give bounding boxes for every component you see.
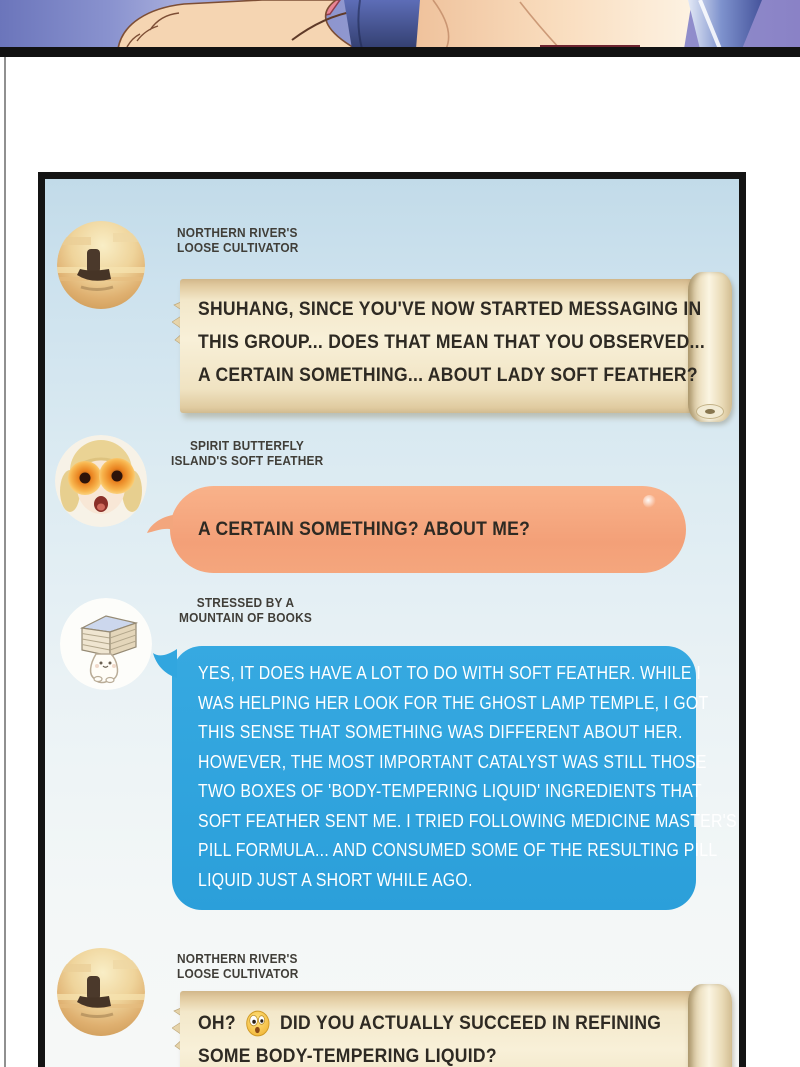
chat-message bbox=[45, 947, 739, 1067]
speech-bubble-orange bbox=[170, 486, 686, 573]
sender-name-line: ISLAND'S SOFT FEATHER bbox=[171, 454, 324, 468]
comic-art-strip bbox=[0, 0, 800, 49]
message-line: A CERTAIN SOMETHING... ABOUT LADY SOFT FEATHER? bbox=[198, 364, 698, 386]
book-stack-blob-avatar bbox=[60, 598, 152, 690]
chat-message bbox=[45, 220, 739, 430]
message-text bbox=[198, 659, 800, 895]
message-line: WAS HELPING HER LOOK FOR THE GHOST LAMP TEMPLE, I GOT bbox=[198, 692, 709, 713]
sender-name-line: MOUNTAIN OF BOOKS bbox=[179, 611, 312, 625]
chat-message bbox=[45, 596, 739, 926]
bubble-tail-icon bbox=[153, 649, 177, 679]
sender-name bbox=[167, 596, 324, 626]
message-line: LIQUID JUST A SHORT WHILE AGO. bbox=[198, 869, 473, 890]
message-line: PILL FORMULA... AND CONSUMED SOME OF THE RESULTING PILL bbox=[198, 840, 718, 860]
message-line: SOFT FEATHER SENT ME. I TRIED FOLLOWING MEDICINE MASTER'S bbox=[198, 810, 737, 831]
message-text bbox=[198, 293, 761, 392]
sunset-boat-avatar bbox=[57, 220, 145, 310]
bubble-tail-icon bbox=[147, 512, 173, 538]
message-line: SHUHANG, SINCE YOU'VE NOW STARTED MESSAGING IN bbox=[198, 298, 702, 320]
bubble-highlight-icon bbox=[643, 495, 656, 508]
chat-message bbox=[45, 435, 739, 585]
scroll-roll-end-icon bbox=[696, 404, 724, 419]
sender-name-line: LOOSE CULTIVATOR bbox=[177, 241, 299, 255]
message-line: A CERTAIN SOMETHING? ABOUT ME? bbox=[198, 518, 531, 540]
message-line: THIS SENSE THAT SOMETHING WAS DIFFERENT ABOUT HER. bbox=[198, 722, 683, 742]
sunset-boat-avatar bbox=[57, 947, 145, 1037]
panel-divider-bar bbox=[0, 47, 800, 57]
sender-name bbox=[171, 439, 323, 469]
message-line: SOME BODY-TEMPERING LIQUID? bbox=[198, 1045, 497, 1067]
speech-bubble-blue bbox=[172, 646, 737, 910]
message-text-fragment: DID YOU ACTUALLY SUCCEED IN REFINING bbox=[279, 1012, 662, 1034]
flushed-surprise-emoji-icon bbox=[246, 1010, 270, 1037]
page-left-border bbox=[4, 57, 6, 1067]
chat-panel bbox=[38, 172, 746, 1067]
sender-name-line: NORTHERN RIVER'S bbox=[177, 952, 298, 966]
message-line: YES, IT DOES HAVE A LOT TO DO WITH SOFT FEATHER. WHILE I bbox=[198, 663, 701, 683]
sender-name bbox=[177, 226, 299, 256]
scroll-bubble bbox=[172, 279, 732, 413]
message-text-fragment: OH? bbox=[198, 1012, 236, 1034]
sender-name-line: SPIRIT BUTTERFLY bbox=[189, 439, 305, 453]
sender-name-line: LOOSE CULTIVATOR bbox=[177, 967, 299, 981]
message-text bbox=[198, 1007, 713, 1067]
flower-eyes-girl-avatar bbox=[55, 435, 147, 527]
message-line: THIS GROUP... DOES THAT MEAN THAT YOU OBSERVED... bbox=[198, 331, 705, 353]
message-line: TWO BOXES OF 'BODY-TEMPERING LIQUID' INGREDIENTS THAT bbox=[198, 781, 702, 801]
message-text bbox=[198, 513, 567, 546]
sender-name-line: NORTHERN RIVER'S bbox=[177, 226, 298, 240]
scroll-bubble bbox=[172, 991, 732, 1067]
sender-name-line: STRESSED BY A bbox=[196, 596, 295, 610]
message-line: HOWEVER, THE MOST IMPORTANT CATALYST WAS STILL THOSE bbox=[198, 751, 707, 772]
sender-name bbox=[177, 952, 299, 982]
message-line bbox=[198, 1007, 661, 1040]
